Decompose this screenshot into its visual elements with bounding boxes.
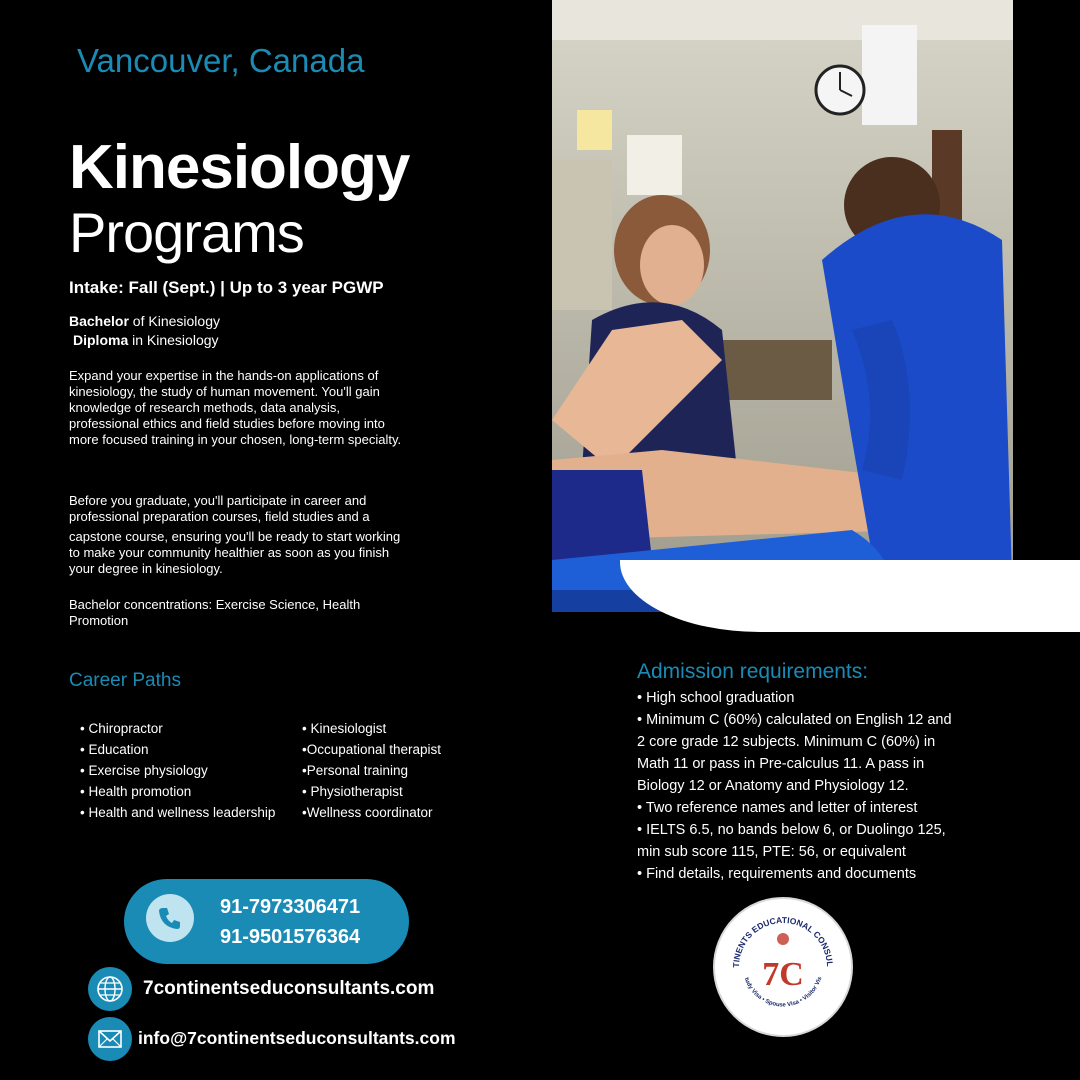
website-link[interactable]: 7continentseduconsultants.com [143,978,435,999]
list-item: • Chiropractor [80,721,163,736]
description-paragraph-1: Expand your expertise in the hands-on applications of kinesiology, the study of human movement. You'll gain knowledge of research methods, data analysis, professional ethics and field studies before moving into more focused training in your chosen, long-term specialty. [69,368,402,447]
list-item: •Personal training [302,763,409,778]
description-paragraph-3: Bachelor concentrations: Exercise Science, Health Promotion [69,597,361,628]
mail-icon [88,1017,132,1061]
admission-line: • Minimum C (60%) calculated on English 12 and [637,712,952,728]
admission-line: • IELTS 6.5, no bands below 6, or Duolingo 125, [637,822,946,838]
degree-bachelor-bold: Bachelor [69,313,129,329]
description-paragraph-2b: capstone course, ensuring you'll be ready to start working to make your community healthier as soon as you finish your degree in kinesiology. [69,529,401,576]
decorative-curve [620,560,1080,632]
phone-icon [146,894,194,942]
admission-line: • High school graduation [637,690,795,706]
logo-top-text: TINENTS EDUCATIONAL CONSUL [730,914,836,968]
degree-bachelor [69,313,220,329]
career-list-right [302,718,441,823]
career-paths-heading: Career Paths [69,670,181,691]
admission-list [637,687,987,885]
list-item: •Occupational therapist [302,742,442,757]
degree-diploma [73,332,219,348]
career-list-left [80,718,275,823]
globe-icon [88,967,132,1011]
hero-photo [552,0,1013,612]
degree-diploma-bold: Diploma [73,332,129,348]
admission-line: • Find details, requirements and documents [637,866,917,882]
page-title-line2: Programs [69,201,304,264]
intake-info: Intake: Fall (Sept.) | Up to 3 year PGWP [69,278,384,297]
admission-line: Math 11 or pass in Pre-calculus 11. A pass in [637,756,925,772]
list-item: • Health promotion [80,784,192,799]
description-paragraph-2a: Before you graduate, you'll participate in career and professional preparation courses, field studies and a [69,493,370,524]
degree-diploma-rest: in Kinesiology [128,332,219,348]
admission-heading: Admission requirements: [637,660,869,683]
admission-line: • Two reference names and letter of interest [637,800,918,816]
logo-bottom-text: tudy Visa • Spouse Visa • Visitor Vis [742,976,824,1009]
logo-mark: 7C [762,956,804,993]
admission-line: min sub score 115, PTE: 56, or equivalent [637,844,906,860]
list-item: • Physiotherapist [302,784,403,799]
location-heading: Vancouver, Canada [77,42,365,79]
list-item: • Health and wellness leadership [80,805,276,820]
phone-number-2[interactable]: 91-9501576364 [220,926,361,948]
admission-line: 2 core grade 12 subjects. Minimum C (60%) in [637,734,936,750]
list-item: • Exercise physiology [80,763,208,778]
list-item: •Wellness coordinator [302,805,433,820]
phone-number-1[interactable]: 91-7973306471 [220,896,361,918]
company-logo [713,897,853,1037]
list-item: • Education [80,742,149,757]
page-title-line1: Kinesiology [69,133,410,202]
admission-line: Biology 12 or Anatomy and Physiology 12. [637,778,909,794]
degree-bachelor-rest: of Kinesiology [128,313,220,329]
list-item: • Kinesiologist [302,721,387,736]
email-link[interactable]: info@7continentseduconsultants.com [138,1028,456,1048]
